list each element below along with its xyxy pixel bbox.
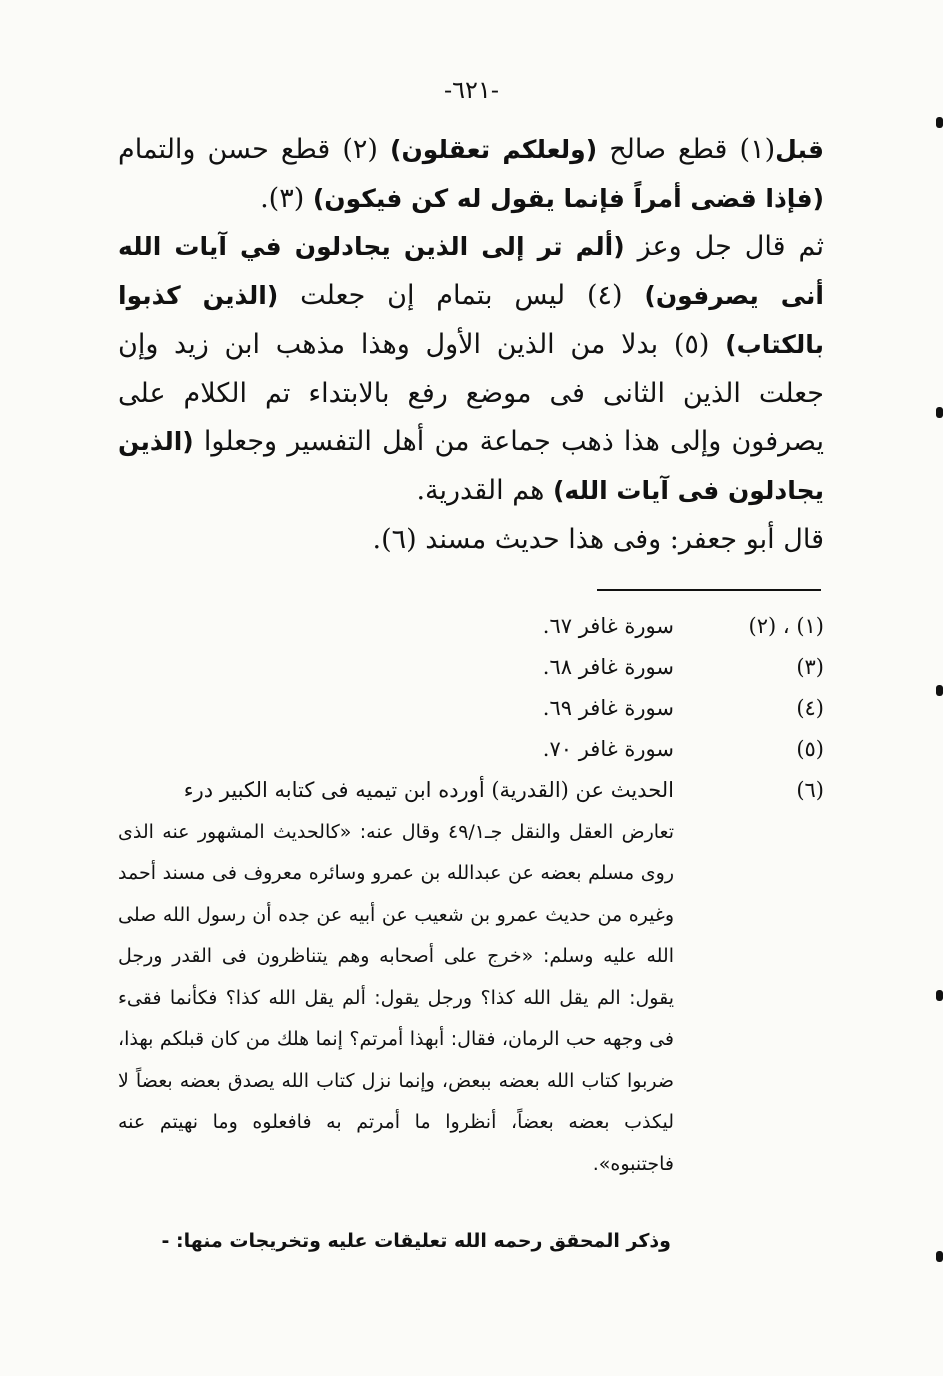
footnote-text: سورة غافر ٧٠.: [542, 737, 674, 761]
quran-quote: (ألم تر إلى الذين يجادلون في آيات الله أنى يصرفون): [118, 232, 824, 311]
footnote-separator: [597, 589, 821, 591]
page-number: -٦٢١-: [444, 76, 499, 104]
quran-quote: (ولعلكم تعقلون): [390, 135, 598, 164]
footnote-text: سورة غافر ٦٨.: [542, 655, 674, 679]
footnote-text: سورة غافر ٦٧.: [542, 614, 674, 638]
footnote-label: (١) ، (٢): [748, 614, 824, 638]
quran-quote: (فإذا قضى أمراً فإنما يقول له كن فيكون): [312, 183, 824, 213]
paragraph-3: قال أبو جعفر: وفى هذا حديث مسند (٦).: [372, 523, 824, 555]
footnote-6-text: [118, 770, 674, 1185]
footnote-item: [118, 606, 824, 647]
closing-note: وذكر المحقق رحمه الله تعليقات عليه وتخريجات منها: -: [161, 1230, 671, 1252]
main-text: [118, 126, 824, 564]
footnote-item: [118, 688, 824, 729]
footnote-label: (٥): [796, 737, 824, 761]
footnote-label: (٣): [796, 655, 824, 679]
quran-quote: (الذين كذبوا بالكتاب): [118, 281, 824, 359]
commentary-text: (٤) ليس بتمام إن جعلت: [278, 280, 645, 312]
footnote-item: [118, 729, 824, 770]
footnote-6-intro: الحديث عن (القدرية) أورده ابن تيميه فى كتابه الكبير درء: [183, 778, 674, 802]
margin-mark: [936, 685, 943, 696]
footnote-label: (٦): [796, 778, 824, 802]
footnote-text: سورة غافر ٦٩.: [542, 696, 674, 720]
margin-mark: [936, 1251, 943, 1262]
commentary-text: ثم قال جل وعز: [624, 231, 825, 263]
footnotes: [118, 606, 824, 1175]
quran-quote: (الذين يجادلون فى آيات الله): [118, 427, 824, 505]
paragraph-1: [118, 126, 824, 223]
commentary-text: (١) قطع صالح: [597, 134, 776, 165]
footnote-item: [118, 647, 824, 688]
footnote-label: (٤): [796, 696, 824, 720]
commentary-text: (٥) بدلا من الذين الأول وهذا مذهب ابن زيد وإن جعلت الذين الثانى فى موضع رفع بالابتداء تم الكلام على يصرفون وإلى هذا ذهب جماعة من أهل التفسير وجعلوا: [118, 328, 824, 458]
margin-mark: [936, 117, 943, 128]
commentary-text: (٢) قطع حسن والتمام: [118, 134, 391, 165]
commentary-text: (٣).: [260, 182, 313, 214]
margin-mark: [936, 407, 943, 418]
paragraph-2: [118, 223, 824, 515]
quran-quote: قبل: [775, 135, 825, 164]
commentary-text: هم القدرية.: [416, 474, 553, 506]
footnote-6-hadith: تعارض العقل والنقل جـ٤٩/١ وقال عنه: «كالحديث المشهور عنه الذى روى مسلم بعضه عن عبدالله بن عمرو وسائره معروف فى مسند أحمد وغيره من حديث عمرو بن شعيب عن أبيه عن جده أن رسول الله صلى الله عليه وسلم: «خرج على أصحابه وهم يتناظرون فى القدر ورجل يقول: الم يقل الله كذا؟ ورجل يقول: ألم يقل الله كذا؟ فكأنما فقىء فى وجهه حب الرمان، فقال: أبهذا أمرتم؟ إنما هلك من كان قبلكم بهذا، ضربوا كتاب الله بعضه ببعض، وإنما نزل كتاب الله يصدق بعضه بعضاً لا ليكذب بعضه بعضاً، أنظروا ما أمرتم به فافعلوه وما نهيتم عنه فاجتنبوه».: [118, 820, 674, 1175]
margin-mark: [936, 990, 943, 1001]
